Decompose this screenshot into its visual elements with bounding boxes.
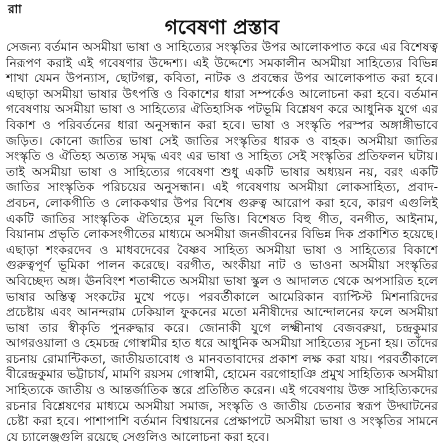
body-paragraph: সেজন্য বর্তমান অসমীয়া ভাষা ও সাহিত্যের সংস্কৃতির উপর আলোকপাত করে এর বিশেষত্ব নিরূপণ করাই এই গবেষণার উদ্দেশ্য। এই উদ্দেশ্যে সমকালীন অসমীয়া সাহিত্যের বিভিন্ন শাখা যেমন উপন্যাস, ছোটগল্প, কবিতা, নাটক ও প্রবন্ধের উপর আলোকপাত করা হবে। এছাড়া অসমীয়া ভাষার উৎপত্তি ও বিকাশের ধারা সম্পর্কেও আলোচনা করা হবে। বর্তমান গবেষণায় অসমীয়া ভাষা ও সাহিত্যের ঐতিহাসিক পটভূমি বিশ্লেষণ করে আধুনিক যুগে এর বিকাশ ও পরিবর্তনের ধারা অনুসন্ধান করা হবে। ভাষা ও সংস্কৃতি পরস্পর অঙ্গাঙ্গীভাবে জড়িত। কোনো জাতির ভাষা সেই জাতির সংস্কৃতির ধারক ও বাহক। অসমীয়া জাতির সংস্কৃতি ও ঐতিহ্য অত্যন্ত সমৃদ্ধ এবং এর ভাষা ও সাহিত্য সেই সংস্কৃতির প্রতিফলন ঘটায়। তাই অসমীয়া ভাষা ও সাহিত্যের গবেষণা শুধু একটি ভাষার অধ্যয়ন নয়, বরং একটি জাতির সাংস্কৃতিক পরিচয়ের অনুসন্ধান। এই গবেষণায় অসমীয়া লোকসাহিত্য, প্রবাদ-প্রবচন, লোকগীতি ও লোককথার উপর বিশেষ গুরুত্ব আরোপ করা হবে, কারণ এগুলিই একটি জাতির সাংস্কৃতিক ঐতিহ্যের মূল ভিত্তি। বিশেষত বিহু গীত, বনগীত, আইনাম, বিয়ানাম প্রভৃতি লোকসংগীতের মাধ্যমে অসমীয়া জনজীবনের বিভিন্ন দিক প্রকাশিত হয়েছে। এছাড়া শংকরদেব ও মাধবদেবের বৈষ্ণব সাহিত্য অসমীয়া ভাষা ও সাহিত্যের বিকাশে গুরুত্বপূর্ণ ভূমিকা পালন করেছে। বরগীত, অংকীয়া নাট ও ভাওনা অসমীয়া সংস্কৃতির অবিচ্ছেদ্য অঙ্গ। ঊনবিংশ শতাব্দীতে অসমীয়া ভাষা স্কুল ও আদালত থেকে অপসারিত হলে ভাষার অস্তিত্ব সংকটের মুখে পড়ে। পরবর্তীকালে আমেরিকান ব্যাপ্টিস্ট মিশনারিদের প্রচেষ্টায় এবং আনন্দরাম ঢেকিয়াল ফুকনের মতো মনীষীদের আন্দোলনের ফলে অসমীয়া ভাষা তার স্বীকৃতি পুনরুদ্ধার করে। জোনাকী যুগে লক্ষ্মীনাথ বেজবরুয়া, চন্দ্রকুমার আগরওয়ালা ও হেমচন্দ্র গোস্বামীর হাত ধরে আধুনিক অসমীয়া সাহিত্যের সূচনা হয়। তাঁদের রচনায় রোমান্টিকতা, জাতীয়তাবোধ ও মানবতাবাদের প্রকাশ লক্ষ করা যায়। পরবর্তীকালে বীরেন্দ্রকুমার ভট্টাচার্য, মামণি রয়সম গোস্বামী, হোমেন বরগোহাঞি প্রমুখ সাহিত্যিক অসমীয়া সাহিত্যকে জাতীয় ও আন্তর্জাতিক স্তরে প্রতিষ্ঠিত করেন। এই গবেষণায় উক্ত সাহিত্যিকদের রচনার বিশ্লেষণের মাধ্যমে অসমীয়া সমাজ, সংস্কৃতি ও জাতীয় চেতনার স্বরূপ উদ্ঘাটনের চেষ্টা করা হবে। পাশাপাশি বর্তমান বিশ্বায়নের প্রেক্ষাপটে অসমীয়া ভাষা ও সংস্কৃতির সামনে যে চ্যালেঞ্জগুলি রয়েছে সেগুলিও আলোচনা করা হবে। (6, 40, 439, 444)
section-label: রাা (8, 2, 22, 16)
page-title: গবেষণা প্রস্তাব (164, 15, 280, 39)
